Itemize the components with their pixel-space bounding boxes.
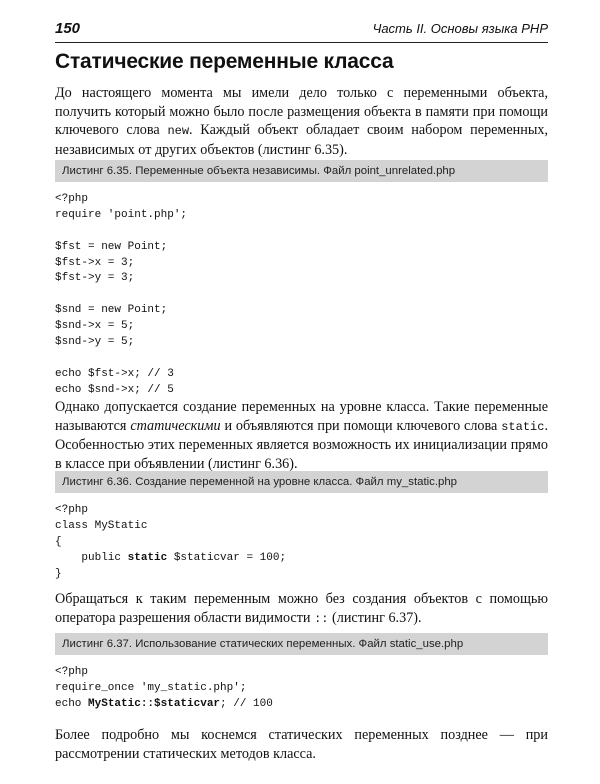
listing-6-36-code <box>55 503 286 582</box>
code-line: <?php <box>55 193 89 205</box>
listing-6-37-code <box>55 665 273 713</box>
code-line: require 'point.php'; <box>55 208 188 221</box>
code-line: { <box>55 535 62 548</box>
paragraph-intro: До настоящего момента мы имели дело только с переменными объекта, получить который можно было после размещения объекта в памяти при помощи ключевого слова new. Каждый объект обладает своим набором переменных, независимых от других объектов (листинг 6.35). <box>55 85 549 158</box>
code-line: $snd->y = 5; <box>55 336 135 349</box>
term-static: статическими <box>130 417 221 434</box>
listing-6-35-code <box>55 192 187 399</box>
code-line: <?php <box>55 666 89 678</box>
code-line: $fst->x = 3; <box>55 256 135 269</box>
keyword-static: static <box>501 419 545 434</box>
listing-6-37-caption: Листинг 6.37. Использование статических переменных. Файл static_use.php <box>55 633 548 655</box>
page-number: 150 <box>55 20 81 37</box>
code-line: $fst->y = 3; <box>55 272 135 285</box>
code-line: require_once 'my_static.php'; <box>55 681 247 694</box>
code-line: <?php <box>55 504 89 516</box>
code-line: echo $fst->x; // 3 <box>55 367 174 380</box>
running-header-chapter: Часть II. Основы языка PHP <box>372 21 548 36</box>
code-line <box>55 224 187 240</box>
listing-6-36-caption: Листинг 6.36. Создание переменной на уровне класса. Файл my_static.php <box>55 471 548 493</box>
code-line: $snd->x = 5; <box>55 320 135 333</box>
code-line: $snd = new Point; <box>55 304 168 317</box>
code-line <box>55 287 187 303</box>
paragraph-scope-resolution: Обращаться к таким переменным можно без создания объектов с помощью оператора разрешения области видимости :: (листинг 6.37). <box>55 591 548 626</box>
code-line: public static $staticvar = 100; <box>55 551 287 564</box>
code-line <box>55 351 187 367</box>
code-line: } <box>55 567 62 580</box>
paragraph-conclusion: Более подробно мы коснемся статических переменных позднее — при рассмотрении статических методов класса. <box>55 727 548 762</box>
operator-scope: :: <box>314 611 329 626</box>
page-header <box>55 20 548 43</box>
code-line: echo MyStatic::$staticvar; // 100 <box>55 697 273 710</box>
code-line: $fst = new Point; <box>55 240 168 253</box>
paragraph-static-vars: Однако допускается создание переменных на уровне класса. Такие переменные называются статическими и объявляются при помощи ключевого слова static. Особенностью этих переменных является возможность их инициализации прямо в классе при объявлении (листинг 6.36). <box>55 399 548 472</box>
listing-6-35-caption: Листинг 6.35. Переменные объекта независимы. Файл point_unrelated.php <box>55 160 548 182</box>
code-line: class MyStatic <box>55 519 148 532</box>
section-title: Статические переменные класса <box>55 50 394 73</box>
keyword-new: new <box>167 124 190 138</box>
code-line: echo $snd->x; // 5 <box>55 383 174 396</box>
